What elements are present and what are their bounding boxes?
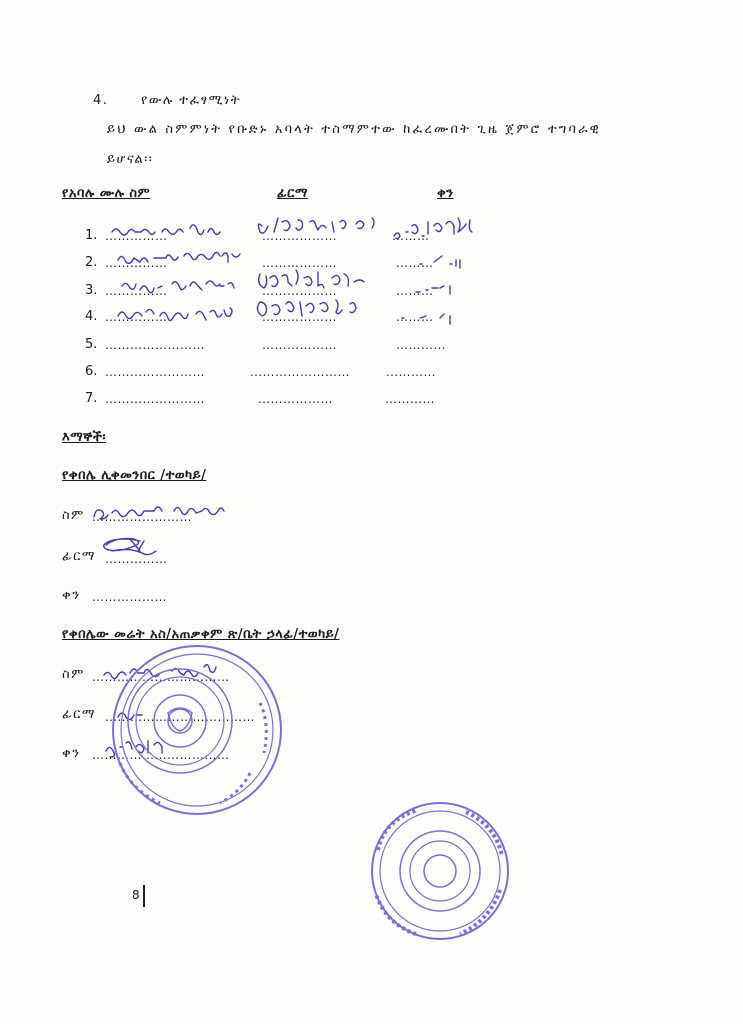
row-name-dots: ……………………: [105, 338, 205, 352]
row-name-dots: ……………: [105, 256, 168, 270]
row-name-dots: ……………: [105, 310, 168, 324]
row-name-dots: ……………: [105, 229, 168, 243]
row-signature-dots: ………………: [262, 256, 337, 270]
chair-name-label: ስም: [62, 508, 85, 523]
land-office-name-label: ስም: [62, 667, 85, 682]
land-office-date-dots: ……………………………: [92, 748, 230, 762]
row-date-dots: …………: [385, 392, 435, 406]
land-office-title: የቀበሌው መሬት አስ/አጠቃቀም ጽ/ቤት ኃላፊ/ተወካይ/: [62, 627, 340, 642]
land-office-signature-dots: ………………………………: [105, 710, 255, 724]
page-number: 8: [132, 888, 140, 902]
row-date-dots: ………: [396, 284, 434, 298]
row-number: 6.: [85, 364, 98, 379]
row-signature-dots: ………………: [262, 229, 337, 243]
row-signature-dots: ………………: [258, 392, 333, 406]
row-number: 5.: [85, 337, 98, 352]
row-number: 3.: [85, 283, 98, 298]
row-signature-dots: ………………: [262, 338, 337, 352]
land-office-name-dots: ……………………………: [92, 670, 230, 684]
row-number: 2.: [85, 255, 98, 270]
handwritten-member-entries: [110, 212, 500, 334]
row-number: 7.: [85, 391, 98, 406]
chair-name-dots: ……………………: [92, 510, 192, 524]
chair-signature-label: ፊርማ: [62, 549, 96, 564]
chair-handwritten-entries: [90, 495, 260, 570]
row-name-dots: ……………………: [105, 392, 205, 406]
row-name-dots: ……………………: [105, 365, 205, 379]
header-date: ቀን: [437, 186, 454, 201]
row-signature-dots: ………………: [262, 310, 337, 324]
row-date-dots: ………: [396, 256, 434, 270]
row-number: 1.: [85, 228, 98, 243]
official-stamp-1: [100, 643, 295, 818]
section-body-line-1: ይህ ውል ስምምነት የቡድኑ አባላት ተስማምተው ከፈረሙበት ጊዜ ጀምሮ ተግባራዊ: [107, 122, 601, 137]
land-office-signature-label: ፊርማ: [62, 707, 96, 722]
section-title: የውሉ ተፈፃሚነት: [141, 93, 241, 108]
row-name-dots: ……………: [105, 284, 168, 298]
header-signature: ፊርማ: [277, 186, 308, 201]
official-stamp-2: [366, 800, 514, 942]
chair-date-label: ቀን: [62, 588, 81, 603]
page-number-bar: [143, 885, 145, 907]
section-number: 4.: [93, 93, 109, 108]
row-date-dots: …………: [386, 365, 436, 379]
chair-signature-dots: ……………: [105, 552, 168, 566]
chair-title: የቀበሌ ሊቀመንበር /ተወካይ/: [62, 468, 207, 483]
row-date-dots: ………: [392, 229, 430, 243]
section-body-line-2: ይሆናል፡፡: [107, 152, 154, 167]
row-date-dots: ………: [396, 310, 434, 324]
chair-date-dots: ………………: [92, 590, 167, 604]
witnesses-title: እማኞች፡: [62, 430, 107, 445]
row-date-dots: …………: [396, 338, 446, 352]
row-number: 4.: [85, 309, 98, 324]
row-signature-dots: ……………………: [250, 365, 350, 379]
land-office-date-label: ቀን: [62, 746, 81, 761]
row-signature-dots: ………………: [262, 284, 337, 298]
header-member-name: የአባሉ ሙሉ ስም: [62, 186, 151, 201]
